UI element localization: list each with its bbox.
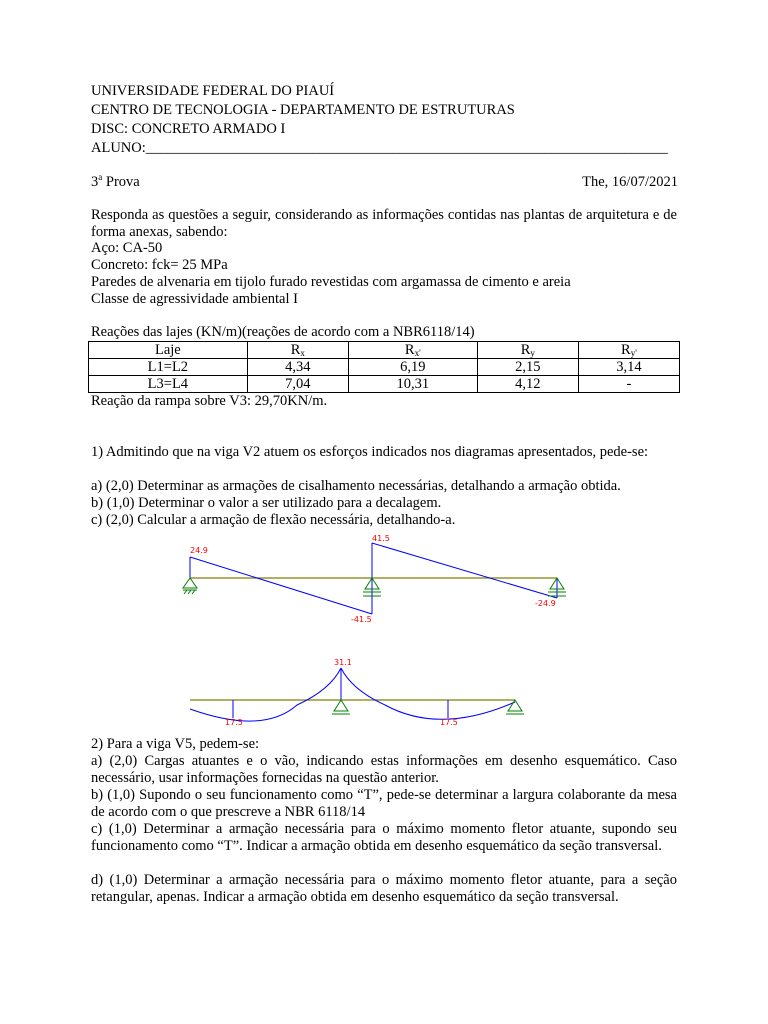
header-rx: $R_x$ [247, 342, 348, 359]
header-laje: Laje [89, 342, 248, 359]
concrete-spec: Concreto: fck= 25 MPa [91, 257, 228, 273]
exam-title: 3$^a$ Prova [91, 172, 140, 190]
q1-item-c: c) (2,0) Calcular a armação de flexão necessária, detalhando-a. [91, 512, 456, 528]
moment-label: 17.5 [225, 718, 243, 727]
steel-spec: Aço: CA-50 [91, 240, 163, 256]
q1-statement: 1) Admitindo que na viga V2 atuem os esforços indicados nos diagramas apresentados, pede-se: [91, 444, 649, 460]
q1-item-b: b) (1,0) Determinar o valor a ser utilizado para a decalagem. [91, 495, 442, 511]
roller-support-icon [332, 700, 350, 714]
exam-date: The, 16/07/2021 [582, 174, 678, 190]
table-cell: 10,31 [348, 376, 477, 393]
q1-item-a: a) (2,0) Determinar as armações de cisalhamento necessárias, detalhando a armação obtida. [91, 478, 621, 494]
table-cell: 4,34 [247, 359, 348, 376]
moment-curve-span2 [341, 668, 515, 719]
header-ry-prime: $R_{y'}$ [578, 342, 679, 359]
moment-label: 17.5 [440, 718, 458, 727]
table-cell: 7,04 [247, 376, 348, 393]
student-field: ALUNO:________________________________________________________________________ [91, 140, 668, 156]
shear-label: 24.9 [190, 546, 208, 555]
aggressiveness-spec: Classe de agressividade ambiental I [91, 291, 298, 307]
header-rx-prime: $R_{x'}$ [348, 342, 477, 359]
shear-label: -41.5 [351, 615, 372, 624]
q2-item-d: d) (1,0) Determinar a armação necessária para o máximo momento fletor atuante, para a seção retangular, apenas. Indicar a armação obtida em desenho esquemático da seção transversal. [91, 872, 677, 905]
walls-spec: Paredes de alvenaria em tijolo furado revestidas com argamassa de cimento e areia [91, 274, 571, 290]
intro-paragraph: Responda as questões a seguir, considerando as informações contidas nas plantas de arquitetura e de forma anexas, sabendo: [91, 207, 677, 240]
table-cell: L3=L4 [89, 376, 248, 393]
reactions-caption: Reações das lajes (KN/m)(reações de acordo com a NBR6118/14) [91, 324, 475, 340]
q2-statement: 2) Para a viga V5, pedem-se: [91, 736, 260, 752]
discipline-name: DISC: CONCRETO ARMADO I [91, 121, 286, 137]
table-cell: 4,12 [477, 376, 578, 393]
table-cell: 3,14 [578, 359, 679, 376]
university-name: UNIVERSIDADE FEDERAL DO PIAUÍ [91, 83, 335, 99]
q2-item-b: b) (1,0) Supondo o seu funcionamento como “T”, pede-se determinar a largura colaborante da mesa de acordo com o que prescreve a NBR 6118/14 [91, 787, 677, 820]
table-cell: - [578, 376, 679, 393]
shear-label: 41.5 [372, 534, 390, 543]
table-cell: 2,15 [477, 359, 578, 376]
table-cell: L1=L2 [89, 359, 248, 376]
q2-item-c: c) (1,0) Determinar a armação necessária para o máximo momento fletor atuante, supondo seu funcionamento como “T”. Indicar a armação obtida em desenho esquemático da seção transversal. [91, 821, 677, 854]
center-name: CENTRO DE TECNOLOGIA - DEPARTAMENTO DE ESTRUTURAS [91, 102, 515, 118]
table-cell: 6,19 [348, 359, 477, 376]
q2-item-a: a) (2,0) Cargas atuantes e o vão, indicando estas informações em desenho esquemático. Caso necessário, usar informações fornecidas na questão anterior. [91, 753, 677, 786]
header-ry: $R_y$ [477, 342, 578, 359]
shear-label: -24.9 [535, 599, 556, 608]
ramp-note: Reação da rampa sobre V3: 29,70KN/m. [91, 393, 328, 409]
moment-label: 31.1 [334, 658, 352, 667]
moment-curve-span1 [190, 668, 341, 721]
